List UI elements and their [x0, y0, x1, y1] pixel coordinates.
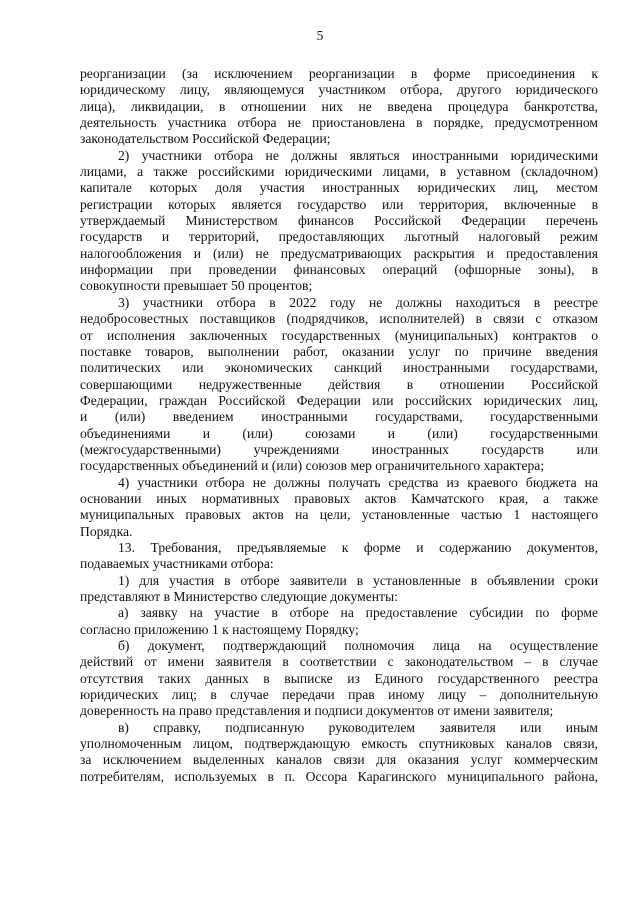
text-line: лица), ликвидации, в отношении них не введена процедура банкротства, [80, 98, 598, 114]
text-line: потребителям, используемых в п. Оссора Карагинского муниципального района, [80, 768, 598, 784]
text-line: информации при проведении финансовых операций (офшорные зоны), в [80, 262, 598, 278]
text-line: юридических лиц; в случае передачи прав иному лицу – дополнительную [80, 687, 598, 703]
page-number: 5 [316, 28, 324, 43]
text-line: отсутствия таких данных в выписке из Единого государственного реестра [80, 670, 598, 686]
text-line: Федерации, граждан Российской Федерации или российских юридических лиц, [80, 392, 598, 408]
text-line: доверенность на право представления и подписи документов от имени заявителя; [80, 703, 554, 719]
text-line: а) заявку на участие в отборе на предоставление субсидии по форме [118, 605, 598, 621]
text-line: 3) участники отбора в 2022 году не должны находиться в реестре [118, 294, 598, 310]
text-line: регистрации которых является государство или территория, включенные в [80, 196, 598, 212]
text-line: недобросовестных поставщиков (подрядчиков, исполнителей) в связи с отказом [80, 311, 598, 327]
text-line: законодательством Российской Федерации; [80, 131, 331, 147]
text-line: уполномоченным лицом, подтверждающую емкость спутниковых каналов связи, [80, 736, 598, 752]
text-line: юридическому лицу, являющемуся участником отбора, другого юридического [80, 82, 598, 98]
text-line: за исключением выделенных каналов связи для оказания услуг коммерческим [80, 752, 598, 768]
paragraph [80, 148, 598, 295]
text-line: 1) для участия в отборе заявители в установленные в объявлении сроки [118, 572, 598, 588]
text-line: совершающими недружественные действия в отношении Российской [80, 376, 598, 392]
text-line: муниципальных правовых актов на цели, установленные частью 1 настоящего [80, 507, 598, 523]
paragraph [80, 638, 598, 720]
text-line: 2) участники отбора не должны являться иностранными юридическими [118, 147, 598, 163]
text-line: Порядка. [80, 523, 133, 539]
text-line: от исполнения заключенных государственных (муниципальных) контрактов о [80, 327, 598, 343]
text-line: государств и территорий, предоставляющих льготный налоговый режим [80, 229, 598, 245]
paragraph [80, 573, 598, 606]
text-line: 4) участники отбора не должны получать средства из краевого бюджета на [118, 474, 598, 490]
text-line: представляют в Министерство следующие документы: [80, 589, 398, 604]
paragraph [80, 295, 598, 475]
text-line: и (или) введением иностранными государствами, государственными [80, 409, 598, 425]
text-line: налогообложения и (или) не предусматривающих раскрытия и предоставления [80, 245, 598, 261]
text-line: объединениями и (или) союзами и (или) государственными [80, 425, 598, 441]
paragraph [80, 540, 598, 573]
text-line: подаваемых участниками отбора: [80, 556, 274, 572]
text-line: в) справку, подписанную руководителем заявителя или иным [118, 719, 598, 735]
paragraph [80, 475, 598, 540]
paragraph [80, 720, 598, 785]
text-line: политических или экономических санкций иностранными государствами, [80, 360, 598, 376]
text-line: деятельность участника отбора не приостановлена в порядке, предусмотренном [80, 115, 598, 131]
text-line: реорганизации (за исключением реорганизации в форме присоединения к [80, 66, 598, 81]
text-line: основании иных нормативных правовых актов Камчатского края, а также [80, 490, 598, 506]
text-line: лицами, а также российскими юридическими лицами, в уставном (складочном) [80, 164, 598, 180]
text-line: согласно приложению 1 к настоящему Порядку; [80, 621, 359, 637]
document-body [80, 66, 598, 785]
text-line: утверждаемый Министерством финансов Российской Федерации перечень [80, 213, 598, 229]
text-line: б) документ, подтверждающий полномочия лица на осуществление [118, 638, 598, 654]
text-line: поставке товаров, выполнении работ, оказании услуг по причине введения [80, 343, 598, 359]
paragraph [80, 66, 598, 148]
text-line: совокупности превышает 50 процентов; [80, 278, 313, 294]
paragraph [80, 605, 598, 638]
text-line: государственных объединений и (или) союзов мер ограничительного характера; [80, 458, 545, 474]
text-line: (межгосударственными) учреждениями иностранных государств или [80, 441, 598, 457]
text-line: действий от имени заявителя в соответствии с законодательством – в случае [80, 654, 598, 670]
text-line: капитале которых доля участия иностранных юридических лиц, местом [80, 180, 598, 196]
text-line: 13. Требования, предъявляемые к форме и содержанию документов, [118, 539, 598, 555]
